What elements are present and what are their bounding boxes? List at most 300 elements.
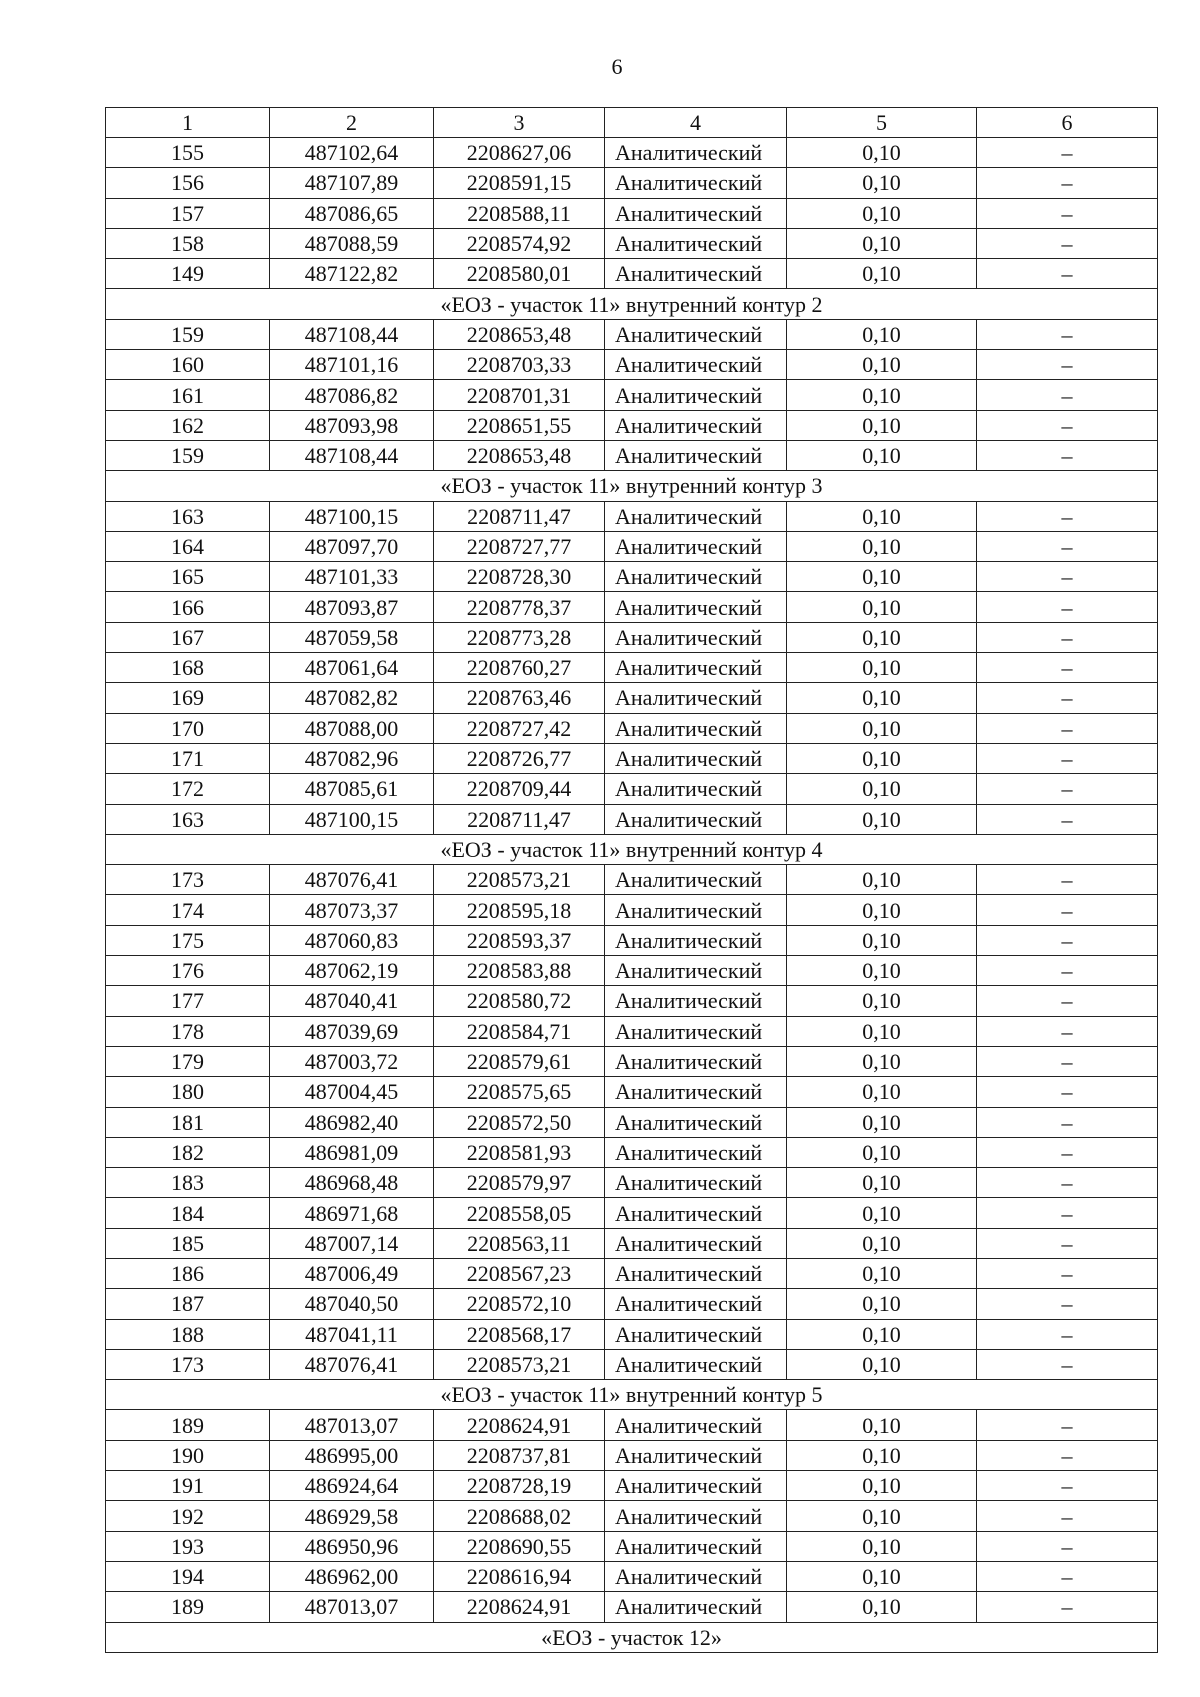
table-row — [106, 1137, 1158, 1167]
method-cell: Аналитический — [605, 440, 787, 470]
table-row — [106, 138, 1158, 168]
table-row — [106, 1561, 1158, 1591]
column-header: 6 — [977, 108, 1158, 138]
accuracy-cell: 0,10 — [787, 1137, 977, 1167]
description-cell: – — [977, 228, 1158, 258]
description-cell: – — [977, 319, 1158, 349]
y-coordinate-cell: 2208728,30 — [434, 562, 605, 592]
description-cell: – — [977, 198, 1158, 228]
table-row — [106, 1168, 1158, 1198]
x-coordinate-cell: 487107,89 — [270, 168, 434, 198]
accuracy-cell: 0,10 — [787, 956, 977, 986]
x-coordinate-cell: 487086,65 — [270, 198, 434, 228]
y-coordinate-cell: 2208627,06 — [434, 138, 605, 168]
method-cell: Аналитический — [605, 350, 787, 380]
x-coordinate-cell: 487007,14 — [270, 1228, 434, 1258]
y-coordinate-cell: 2208580,01 — [434, 259, 605, 289]
method-cell: Аналитический — [605, 1107, 787, 1137]
method-cell: Аналитический — [605, 168, 787, 198]
y-coordinate-cell: 2208726,77 — [434, 743, 605, 773]
method-cell: Аналитический — [605, 531, 787, 561]
section-row — [106, 1622, 1158, 1652]
page-number: 6 — [611, 54, 623, 79]
y-coordinate-cell: 2208763,46 — [434, 683, 605, 713]
y-coordinate-cell: 2208616,94 — [434, 1561, 605, 1591]
x-coordinate-cell: 487061,64 — [270, 653, 434, 683]
method-cell: Аналитический — [605, 986, 787, 1016]
point-number-cell: 180 — [106, 1077, 270, 1107]
accuracy-cell: 0,10 — [787, 1168, 977, 1198]
table-row — [106, 168, 1158, 198]
section-title: «ЕОЗ - участок 11» внутренний контур 5 — [106, 1380, 1158, 1410]
description-cell: – — [977, 350, 1158, 380]
description-cell: – — [977, 986, 1158, 1016]
accuracy-cell: 0,10 — [787, 683, 977, 713]
method-cell: Аналитический — [605, 1198, 787, 1228]
description-cell: – — [977, 1107, 1158, 1137]
method-cell: Аналитический — [605, 653, 787, 683]
point-number-cell: 159 — [106, 319, 270, 349]
point-number-cell: 173 — [106, 865, 270, 895]
point-number-cell: 186 — [106, 1258, 270, 1288]
method-cell: Аналитический — [605, 1501, 787, 1531]
method-cell: Аналитический — [605, 1016, 787, 1046]
description-cell: – — [977, 1319, 1158, 1349]
table-row — [106, 1349, 1158, 1379]
y-coordinate-cell: 2208690,55 — [434, 1531, 605, 1561]
description-cell: – — [977, 592, 1158, 622]
accuracy-cell: 0,10 — [787, 168, 977, 198]
method-cell: Аналитический — [605, 410, 787, 440]
section-title: «ЕОЗ - участок 12» — [106, 1622, 1158, 1652]
y-coordinate-cell: 2208574,92 — [434, 228, 605, 258]
method-cell: Аналитический — [605, 138, 787, 168]
point-number-cell: 166 — [106, 592, 270, 622]
point-number-cell: 155 — [106, 138, 270, 168]
column-header: 3 — [434, 108, 605, 138]
x-coordinate-cell: 487102,64 — [270, 138, 434, 168]
y-coordinate-cell: 2208760,27 — [434, 653, 605, 683]
method-cell: Аналитический — [605, 774, 787, 804]
section-title: «ЕОЗ - участок 11» внутренний контур 2 — [106, 289, 1158, 319]
table-row — [106, 410, 1158, 440]
accuracy-cell: 0,10 — [787, 198, 977, 228]
x-coordinate-cell: 487088,00 — [270, 713, 434, 743]
point-number-cell: 190 — [106, 1440, 270, 1470]
table-row — [106, 440, 1158, 470]
point-number-cell: 187 — [106, 1289, 270, 1319]
point-number-cell: 165 — [106, 562, 270, 592]
accuracy-cell: 0,10 — [787, 1258, 977, 1288]
y-coordinate-cell: 2208573,21 — [434, 1349, 605, 1379]
table-row — [106, 986, 1158, 1016]
accuracy-cell: 0,10 — [787, 653, 977, 683]
method-cell: Аналитический — [605, 259, 787, 289]
x-coordinate-cell: 487108,44 — [270, 319, 434, 349]
y-coordinate-cell: 2208709,44 — [434, 774, 605, 804]
method-cell: Аналитический — [605, 956, 787, 986]
description-cell: – — [977, 380, 1158, 410]
table-row — [106, 1410, 1158, 1440]
method-cell: Аналитический — [605, 925, 787, 955]
point-number-cell: 160 — [106, 350, 270, 380]
y-coordinate-cell: 2208727,42 — [434, 713, 605, 743]
point-number-cell: 164 — [106, 531, 270, 561]
table-body — [106, 108, 1158, 1653]
table-row — [106, 653, 1158, 683]
point-number-cell: 182 — [106, 1137, 270, 1167]
y-coordinate-cell: 2208701,31 — [434, 380, 605, 410]
point-number-cell: 176 — [106, 956, 270, 986]
x-coordinate-cell: 487082,82 — [270, 683, 434, 713]
accuracy-cell: 0,10 — [787, 986, 977, 1016]
x-coordinate-cell: 487097,70 — [270, 531, 434, 561]
point-number-cell: 184 — [106, 1198, 270, 1228]
point-number-cell: 162 — [106, 410, 270, 440]
accuracy-cell: 0,10 — [787, 562, 977, 592]
point-number-cell: 174 — [106, 895, 270, 925]
description-cell: – — [977, 804, 1158, 834]
x-coordinate-cell: 487003,72 — [270, 1046, 434, 1076]
y-coordinate-cell: 2208581,93 — [434, 1137, 605, 1167]
point-number-cell: 157 — [106, 198, 270, 228]
y-coordinate-cell: 2208773,28 — [434, 622, 605, 652]
method-cell: Аналитический — [605, 319, 787, 349]
table-row — [106, 1592, 1158, 1622]
point-number-cell: 193 — [106, 1531, 270, 1561]
y-coordinate-cell: 2208593,37 — [434, 925, 605, 955]
accuracy-cell: 0,10 — [787, 1077, 977, 1107]
y-coordinate-cell: 2208711,47 — [434, 804, 605, 834]
table-row — [106, 1198, 1158, 1228]
method-cell: Аналитический — [605, 1592, 787, 1622]
description-cell: – — [977, 865, 1158, 895]
x-coordinate-cell: 486971,68 — [270, 1198, 434, 1228]
table-row — [106, 1440, 1158, 1470]
section-row — [106, 834, 1158, 864]
method-cell: Аналитический — [605, 1319, 787, 1349]
point-number-cell: 189 — [106, 1410, 270, 1440]
x-coordinate-cell: 487013,07 — [270, 1410, 434, 1440]
point-number-cell: 163 — [106, 501, 270, 531]
x-coordinate-cell: 486929,58 — [270, 1501, 434, 1531]
accuracy-cell: 0,10 — [787, 1471, 977, 1501]
column-header: 1 — [106, 108, 270, 138]
y-coordinate-cell: 2208624,91 — [434, 1410, 605, 1440]
description-cell: – — [977, 622, 1158, 652]
y-coordinate-cell: 2208567,23 — [434, 1258, 605, 1288]
column-header: 2 — [270, 108, 434, 138]
description-cell: – — [977, 1137, 1158, 1167]
point-number-cell: 170 — [106, 713, 270, 743]
y-coordinate-cell: 2208591,15 — [434, 168, 605, 198]
description-cell: – — [977, 956, 1158, 986]
accuracy-cell: 0,10 — [787, 319, 977, 349]
method-cell: Аналитический — [605, 713, 787, 743]
table-row — [106, 743, 1158, 773]
x-coordinate-cell: 486962,00 — [270, 1561, 434, 1591]
x-coordinate-cell: 486968,48 — [270, 1168, 434, 1198]
table-row — [106, 1228, 1158, 1258]
accuracy-cell: 0,10 — [787, 410, 977, 440]
x-coordinate-cell: 487086,82 — [270, 380, 434, 410]
x-coordinate-cell: 487006,49 — [270, 1258, 434, 1288]
coordinates-table — [105, 107, 1158, 1653]
accuracy-cell: 0,10 — [787, 440, 977, 470]
x-coordinate-cell: 487073,37 — [270, 895, 434, 925]
point-number-cell: 163 — [106, 804, 270, 834]
section-row — [106, 1380, 1158, 1410]
point-number-cell: 192 — [106, 1501, 270, 1531]
accuracy-cell: 0,10 — [787, 1531, 977, 1561]
x-coordinate-cell: 487085,61 — [270, 774, 434, 804]
table-row — [106, 380, 1158, 410]
point-number-cell: 191 — [106, 1471, 270, 1501]
accuracy-cell: 0,10 — [787, 1198, 977, 1228]
table-row — [106, 1258, 1158, 1288]
accuracy-cell: 0,10 — [787, 804, 977, 834]
method-cell: Аналитический — [605, 501, 787, 531]
accuracy-cell: 0,10 — [787, 1592, 977, 1622]
accuracy-cell: 0,10 — [787, 1501, 977, 1531]
accuracy-cell: 0,10 — [787, 895, 977, 925]
table-row — [106, 228, 1158, 258]
description-cell: – — [977, 925, 1158, 955]
x-coordinate-cell: 487039,69 — [270, 1016, 434, 1046]
method-cell: Аналитический — [605, 592, 787, 622]
table-row — [106, 804, 1158, 834]
accuracy-cell: 0,10 — [787, 228, 977, 258]
point-number-cell: 194 — [106, 1561, 270, 1591]
y-coordinate-cell: 2208558,05 — [434, 1198, 605, 1228]
table-row — [106, 774, 1158, 804]
y-coordinate-cell: 2208573,21 — [434, 865, 605, 895]
description-cell: – — [977, 713, 1158, 743]
y-coordinate-cell: 2208651,55 — [434, 410, 605, 440]
description-cell: – — [977, 895, 1158, 925]
accuracy-cell: 0,10 — [787, 622, 977, 652]
y-coordinate-cell: 2208703,33 — [434, 350, 605, 380]
y-coordinate-cell: 2208688,02 — [434, 1501, 605, 1531]
method-cell: Аналитический — [605, 1531, 787, 1561]
x-coordinate-cell: 487100,15 — [270, 804, 434, 834]
method-cell: Аналитический — [605, 1289, 787, 1319]
y-coordinate-cell: 2208653,48 — [434, 440, 605, 470]
method-cell: Аналитический — [605, 743, 787, 773]
description-cell: – — [977, 1592, 1158, 1622]
table-row — [106, 683, 1158, 713]
method-cell: Аналитический — [605, 1137, 787, 1167]
point-number-cell: 183 — [106, 1168, 270, 1198]
y-coordinate-cell: 2208579,61 — [434, 1046, 605, 1076]
x-coordinate-cell: 487088,59 — [270, 228, 434, 258]
accuracy-cell: 0,10 — [787, 925, 977, 955]
x-coordinate-cell: 487101,16 — [270, 350, 434, 380]
y-coordinate-cell: 2208584,71 — [434, 1016, 605, 1046]
x-coordinate-cell: 487060,83 — [270, 925, 434, 955]
table-row — [106, 1107, 1158, 1137]
x-coordinate-cell: 487040,50 — [270, 1289, 434, 1319]
accuracy-cell: 0,10 — [787, 138, 977, 168]
method-cell: Аналитический — [605, 895, 787, 925]
description-cell: – — [977, 743, 1158, 773]
x-coordinate-cell: 486995,00 — [270, 1440, 434, 1470]
description-cell: – — [977, 1016, 1158, 1046]
method-cell: Аналитический — [605, 228, 787, 258]
point-number-cell: 172 — [106, 774, 270, 804]
description-cell: – — [977, 774, 1158, 804]
table-header-row — [106, 108, 1158, 138]
x-coordinate-cell: 487041,11 — [270, 1319, 434, 1349]
x-coordinate-cell: 486981,09 — [270, 1137, 434, 1167]
table-row — [106, 319, 1158, 349]
description-cell: – — [977, 1440, 1158, 1470]
x-coordinate-cell: 487100,15 — [270, 501, 434, 531]
accuracy-cell: 0,10 — [787, 774, 977, 804]
accuracy-cell: 0,10 — [787, 1046, 977, 1076]
method-cell: Аналитический — [605, 562, 787, 592]
description-cell: – — [977, 1561, 1158, 1591]
table-row — [106, 865, 1158, 895]
description-cell: – — [977, 1349, 1158, 1379]
y-coordinate-cell: 2208572,50 — [434, 1107, 605, 1137]
method-cell: Аналитический — [605, 380, 787, 410]
method-cell: Аналитический — [605, 1258, 787, 1288]
y-coordinate-cell: 2208624,91 — [434, 1592, 605, 1622]
point-number-cell: 188 — [106, 1319, 270, 1349]
y-coordinate-cell: 2208737,81 — [434, 1440, 605, 1470]
y-coordinate-cell: 2208575,65 — [434, 1077, 605, 1107]
accuracy-cell: 0,10 — [787, 1349, 977, 1379]
x-coordinate-cell: 487122,82 — [270, 259, 434, 289]
table-row — [106, 895, 1158, 925]
table-row — [106, 592, 1158, 622]
description-cell: – — [977, 1168, 1158, 1198]
accuracy-cell: 0,10 — [787, 713, 977, 743]
accuracy-cell: 0,10 — [787, 1410, 977, 1440]
method-cell: Аналитический — [605, 1228, 787, 1258]
description-cell: – — [977, 440, 1158, 470]
x-coordinate-cell: 487076,41 — [270, 865, 434, 895]
table-row — [106, 1531, 1158, 1561]
y-coordinate-cell: 2208595,18 — [434, 895, 605, 925]
accuracy-cell: 0,10 — [787, 259, 977, 289]
table-row — [106, 198, 1158, 228]
point-number-cell: 185 — [106, 1228, 270, 1258]
method-cell: Аналитический — [605, 1410, 787, 1440]
x-coordinate-cell: 487108,44 — [270, 440, 434, 470]
x-coordinate-cell: 486924,64 — [270, 1471, 434, 1501]
point-number-cell: 168 — [106, 653, 270, 683]
y-coordinate-cell: 2208568,17 — [434, 1319, 605, 1349]
table-row — [106, 501, 1158, 531]
y-coordinate-cell: 2208572,10 — [434, 1289, 605, 1319]
column-header: 4 — [605, 108, 787, 138]
section-title: «ЕОЗ - участок 11» внутренний контур 4 — [106, 834, 1158, 864]
table-row — [106, 622, 1158, 652]
point-number-cell: 169 — [106, 683, 270, 713]
method-cell: Аналитический — [605, 1349, 787, 1379]
method-cell: Аналитический — [605, 804, 787, 834]
y-coordinate-cell: 2208727,77 — [434, 531, 605, 561]
x-coordinate-cell: 487076,41 — [270, 1349, 434, 1379]
point-number-cell: 159 — [106, 440, 270, 470]
y-coordinate-cell: 2208778,37 — [434, 592, 605, 622]
accuracy-cell: 0,10 — [787, 1440, 977, 1470]
accuracy-cell: 0,10 — [787, 1016, 977, 1046]
method-cell: Аналитический — [605, 198, 787, 228]
point-number-cell: 178 — [106, 1016, 270, 1046]
table-row — [106, 1046, 1158, 1076]
point-number-cell: 161 — [106, 380, 270, 410]
point-number-cell: 181 — [106, 1107, 270, 1137]
accuracy-cell: 0,10 — [787, 501, 977, 531]
accuracy-cell: 0,10 — [787, 531, 977, 561]
table-row — [106, 1289, 1158, 1319]
description-cell: – — [977, 683, 1158, 713]
description-cell: – — [977, 410, 1158, 440]
point-number-cell: 175 — [106, 925, 270, 955]
point-number-cell: 156 — [106, 168, 270, 198]
y-coordinate-cell: 2208563,11 — [434, 1228, 605, 1258]
y-coordinate-cell: 2208579,97 — [434, 1168, 605, 1198]
accuracy-cell: 0,10 — [787, 865, 977, 895]
table-row — [106, 1016, 1158, 1046]
accuracy-cell: 0,10 — [787, 1319, 977, 1349]
x-coordinate-cell: 487062,19 — [270, 956, 434, 986]
x-coordinate-cell: 487093,87 — [270, 592, 434, 622]
y-coordinate-cell: 2208583,88 — [434, 956, 605, 986]
x-coordinate-cell: 487013,07 — [270, 1592, 434, 1622]
table-row — [106, 1077, 1158, 1107]
x-coordinate-cell: 486982,40 — [270, 1107, 434, 1137]
point-number-cell: 171 — [106, 743, 270, 773]
column-header: 5 — [787, 108, 977, 138]
description-cell: – — [977, 1531, 1158, 1561]
method-cell: Аналитический — [605, 1471, 787, 1501]
method-cell: Аналитический — [605, 1561, 787, 1591]
x-coordinate-cell: 487101,33 — [270, 562, 434, 592]
accuracy-cell: 0,10 — [787, 592, 977, 622]
x-coordinate-cell: 487093,98 — [270, 410, 434, 440]
x-coordinate-cell: 487059,58 — [270, 622, 434, 652]
point-number-cell: 167 — [106, 622, 270, 652]
y-coordinate-cell: 2208580,72 — [434, 986, 605, 1016]
y-coordinate-cell: 2208588,11 — [434, 198, 605, 228]
y-coordinate-cell: 2208728,19 — [434, 1471, 605, 1501]
section-row — [106, 289, 1158, 319]
method-cell: Аналитический — [605, 683, 787, 713]
description-cell: – — [977, 562, 1158, 592]
table-row — [106, 1319, 1158, 1349]
table-row — [106, 956, 1158, 986]
accuracy-cell: 0,10 — [787, 350, 977, 380]
y-coordinate-cell: 2208653,48 — [434, 319, 605, 349]
accuracy-cell: 0,10 — [787, 743, 977, 773]
description-cell: – — [977, 259, 1158, 289]
y-coordinate-cell: 2208711,47 — [434, 501, 605, 531]
table-row — [106, 925, 1158, 955]
description-cell: – — [977, 1289, 1158, 1319]
x-coordinate-cell: 487004,45 — [270, 1077, 434, 1107]
point-number-cell: 179 — [106, 1046, 270, 1076]
description-cell: – — [977, 1501, 1158, 1531]
description-cell: – — [977, 1228, 1158, 1258]
method-cell: Аналитический — [605, 1440, 787, 1470]
point-number-cell: 189 — [106, 1592, 270, 1622]
table-row — [106, 350, 1158, 380]
point-number-cell: 173 — [106, 1349, 270, 1379]
